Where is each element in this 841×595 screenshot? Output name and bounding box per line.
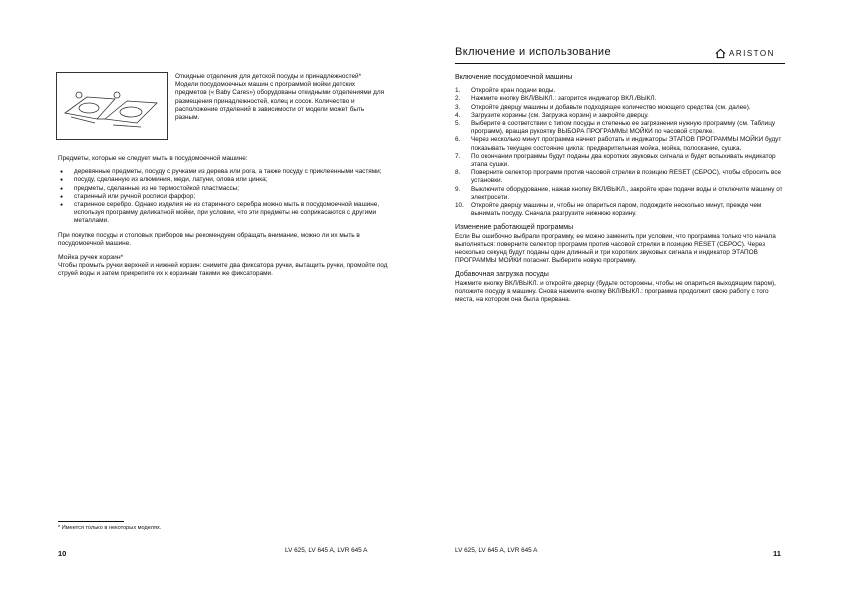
list-item: ● старинный или ручной росписи фарфор; xyxy=(58,193,388,201)
step-number: 7. xyxy=(455,152,461,160)
step-number: 6. xyxy=(455,136,461,144)
list-item xyxy=(455,95,785,103)
list-item xyxy=(455,202,785,218)
page-number-left: 10 xyxy=(58,549,67,558)
right-content xyxy=(455,74,785,304)
not-wash-section xyxy=(58,155,388,279)
list-item: ● старинное серебро. Однако изделия не из старинного серебра можно мыть в посудомоечной машине, используя программу деликатной мойки, при условии, что эти предметы не соприкасаются с другими металлами. xyxy=(58,201,388,226)
step-text: Нажмите кнопку ВКЛ/ВЫКЛ.: загорится индикатор ВКЛ./ВЫКЛ. xyxy=(471,95,657,103)
title-divider xyxy=(455,63,785,64)
footnote-divider xyxy=(58,521,124,522)
list-item xyxy=(455,136,785,152)
section-heading-start: Включение посудомоечной машины xyxy=(455,74,573,81)
list-item: ● предметы, сделанные из не термостойкой пластмассы; xyxy=(58,185,388,193)
model-right: LV 625, LV 645 A, LVR 645 A xyxy=(455,547,538,554)
ariston-house-icon xyxy=(715,48,726,59)
footnote: * Имеется только в некоторых моделях. xyxy=(58,525,162,531)
list-item xyxy=(455,112,785,120)
step-text: Откройте дверцу машины и добавьте подходящее количество моющего средства (см. далее). xyxy=(471,103,751,111)
step-number: 1. xyxy=(455,87,461,95)
list-item xyxy=(455,186,785,202)
baby-care-title: Откидные отделения для детской посуды и принадлежностей* xyxy=(175,73,362,80)
add-load-text: Нажмите кнопку ВКЛ/ВЫКЛ. и откройте дверцу (будьте осторожны, чтобы не опариться выходящим паром), положите посуду в машину. Снова нажмите кнопку ВКЛ/ВЫКЛ.: программа продолжит свою работу с того места, на котором она была прервана. xyxy=(455,279,776,304)
list-item: ● деревянные предметы, посуду с ручками из дерева или рога, а также посуду с приклеенными частями; xyxy=(58,168,388,176)
step-number: 5. xyxy=(455,120,461,128)
step-text: По окончании программы будут поданы два коротких звуковых сигнала и будет вспыхивать индикатор этапа сушки. xyxy=(471,152,776,169)
step-text: Откройте дверцу машины и, чтобы не опариться паром, подождите несколько минут, прежде чем вынимать посуду. Сначала разгрузите нижнюю корзину. xyxy=(471,202,762,218)
not-wash-list xyxy=(58,168,388,225)
baby-care-text: Модели посудомоечных машин с программой мойки детских предметов (« Baby Cares») оборудованы откидными отделениями для размещения принадлежностей, колец и соcок. Количество и расположение отделений в зависимости от модели может быть разным. xyxy=(175,81,385,122)
section-heading-add: Добавочная загрузка посуды xyxy=(455,271,549,279)
handles-heading: Мойка ручек корзин* xyxy=(58,254,124,262)
step-text: Через несколько минут программа начнет работать и индикаторы ЭТАПОВ ПРОГРАММЫ МОЙКИ будут показывать текущее состояние цикла: предварительная мойка, мойка, полоскание, сушка. xyxy=(471,136,782,152)
step-number: 2. xyxy=(455,95,461,103)
brand-logo xyxy=(715,48,775,59)
list-item xyxy=(455,169,785,185)
step-number: 9. xyxy=(455,185,461,193)
step-number: 3. xyxy=(455,103,461,111)
step-text: Выберите в соответствии с типом посуды и степенью ее загрязнения нужную программу (см. Таблицу программ), вращая рукоятку ВЫБОРА ПРОГРАММЫ МОЙКИ по часовой стрелке. xyxy=(471,120,776,136)
dish-racks-icon xyxy=(57,73,167,139)
baby-care-section xyxy=(175,73,387,122)
step-number: 4. xyxy=(455,111,461,119)
step-text: Откройте кран подачи воды. xyxy=(471,87,556,95)
left-page xyxy=(0,0,420,595)
list-item xyxy=(455,153,785,169)
section-heading-change: Изменение работающей программы xyxy=(455,224,574,232)
model-left: LV 625, LV 645 A, LVR 645 A xyxy=(285,547,368,554)
page-title: Включение и использование xyxy=(455,46,611,58)
change-program-text: Если Вы ошибочно выбрали программу, ее можно заменить при условии, что программа только что начала выполняться: поверните селектор программ против часовой стрелки в позицию RESET (СБРОС). Через несколько секунд будут поданы один длинный и три коротких звуковых сигнала и индикатор ЭТАПОВ ПРОГРАММЫ МОЙКИ погаснет. Выберите новую программу. xyxy=(455,232,776,265)
not-wash-heading: Предметы, которые не следует мыть в посудомоечной машине: xyxy=(58,155,248,162)
advice-text: При покупке посуды и столовых приборов мы рекомендуем обращать внимание, можно ли их мыть в посудомоечной машине. xyxy=(58,231,360,247)
dish-racks-illustration xyxy=(56,72,168,140)
step-text: Выключите оборудование, нажав кнопку ВКЛ/ВЫКЛ., закройте кран подачи воды и отключите машину от электросети. xyxy=(471,185,783,201)
list-item xyxy=(455,104,785,112)
step-text: Загрузите корзины (см. Загрузка корзин) и закройте дверцу. xyxy=(471,111,649,119)
steps-list xyxy=(455,87,785,218)
list-item: ● посуду, сделанную из алюминия, меди, латуни, олова или цинка; xyxy=(58,176,388,184)
step-number: 10. xyxy=(455,202,464,210)
brand-name: ARISTON xyxy=(729,49,775,58)
page-number-right: 11 xyxy=(773,549,781,558)
list-item xyxy=(455,120,785,136)
step-text: Поверните селектор программ против часовой стрелки в позицию RESET (СБРОС), чтобы сбросить все установки. xyxy=(471,169,782,185)
handles-text: Чтобы промыть ручки верхней и нижней корзин: снимите два фиксатора ручки, вытащить ручки, промойте под струей воды и затем прикрепите их к корзинам такими же фиксаторами. xyxy=(58,262,388,278)
step-number: 8. xyxy=(455,169,461,177)
list-item xyxy=(455,87,785,95)
